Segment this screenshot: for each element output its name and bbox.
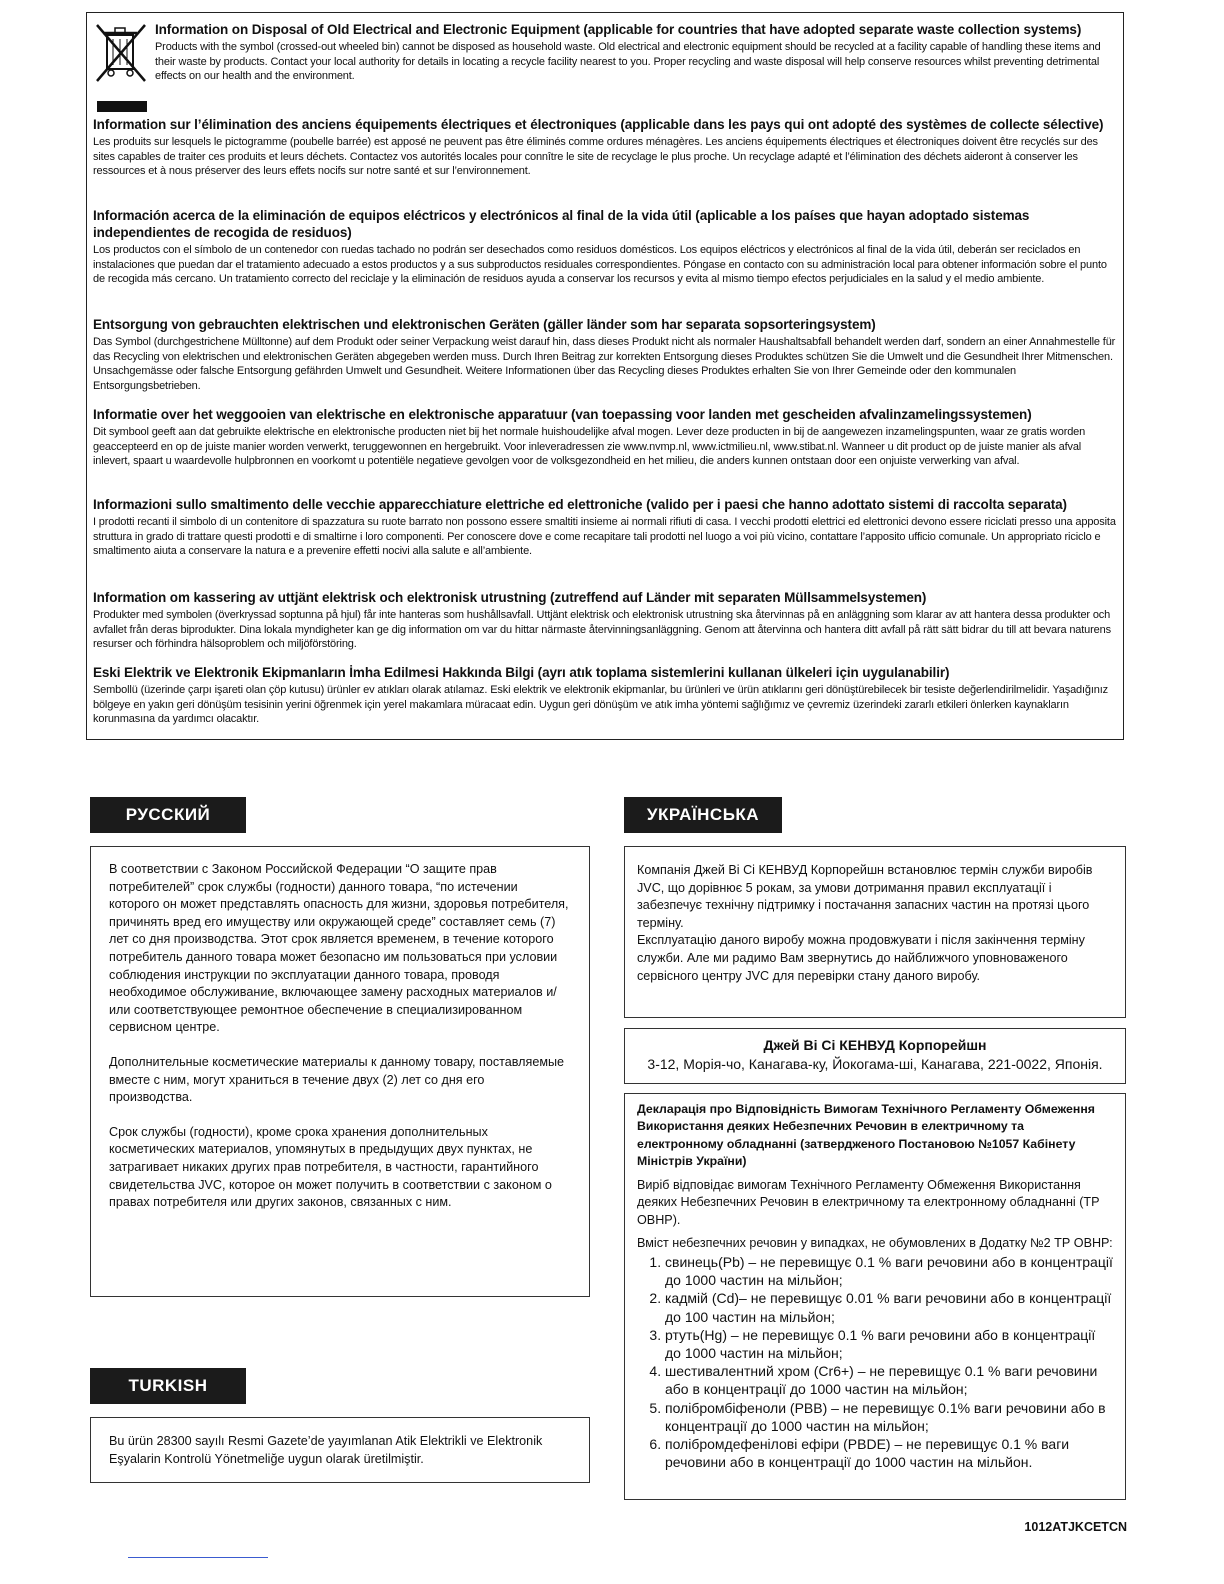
- section-body: I prodotti recanti il simbolo di un contenitore di spazzatura su ruote barrato non possono essere smaltiti insieme ai normali rifiuti di casa. I vecchi prodotti elettrici ed elettronici devono essere riciclati presso una apposita struttura in grado di trattare questi prodotti e di smaltirne i loro componenti. Per conoscere dove e come recapitare tali prodotti nel luogo a voi più vicino, contattare l’apposito ufficio comunale. Un appropriato riciclo e smaltimento aiuta a conservare la natura e a prevenire effetti nocivi alla salute e all’ambiente.: [93, 516, 1116, 558]
- list-item: 6. полібромдефенілові ефіри (PBDE) – не перевищує 0.1 % ваги речовини або в концентрації до 1000 частин на мільйон.: [665, 1435, 1113, 1471]
- company-address: 3-12, Морія-чо, Канагава-ку, Йокогама-ші, Канагава, 221-0022, Японія.: [647, 1056, 1103, 1072]
- weee-section-de: [93, 316, 1117, 393]
- weee-section-es: [93, 207, 1117, 287]
- declaration-content: Вміст небезпечних речовин у випадках, не обумовлених в Додатку №2 ТР ОВНР:: [637, 1236, 1113, 1251]
- list-item: 3. ртуть(Hg) – не перевищує 0.1 % ваги речовини або в концентрації до 1000 частин на мільйон;: [665, 1326, 1113, 1362]
- weee-section-it: [93, 496, 1117, 559]
- weee-section-sv: [93, 589, 1117, 652]
- weee-bar-mark: [97, 101, 147, 112]
- section-body: Les produits sur lesquels le pictogramme (poubelle barrée) est apposé ne peuvent pas être éliminés comme ordures ménagères. Les anciens équipements électriques et électroniques doivent être recyclés sur des sites capables de traiter ces produits et leurs déchets. Contactez vos autorités locales pour connître le site de recyclage le plus proche. Un recyclage adapté et l’élimination des déchets aideront à conserver les ressources et à nous préserver des leurs effets nocifs sur notre santé et sur l’environnement.: [93, 136, 1098, 178]
- tab-turkish: TURKISH: [90, 1368, 246, 1404]
- russian-paragraph: В соответствии с Законом Российской Федерации “О защите прав потребителей” срок службы (годности) данного товара, “по истечении которого он может представлять опасность для жизни, здоровья потребителя, причинять вред его имуществу или окружающей среде” составляет семь (7) лет со дня производства. Этот срок является временем, в течение которого потребитель данного товара может безопасно им пользоваться при условии соблюдения инструкции по эксплуатации данного товара, проводя необходимое обслуживание, включающее замену расходных материалов и/или соответствующее ремонтное обеспечение в специализированном сервисном центре.: [109, 862, 569, 1035]
- ukrainian-service-panel: [624, 846, 1126, 1018]
- declaration-title: Декларація про Відповідність Вимогам Технічного Регламенту Обмеження Використання деяких Небезпечних Речовин в електричному та електронному обладнанні (затвердженого Постановою №1057 Кабінету Міністрів України): [637, 1102, 1095, 1169]
- russian-paragraph: Дополнительные косметические материалы к данному товару, поставляемые вместе с ним, могут храниться в течение двух (2) лет со дня его производства.: [109, 1054, 565, 1105]
- company-name: Джей Ві Сі КЕНВУД Корпорейшн: [763, 1037, 987, 1053]
- list-item: 4. шестивалентний хром (Cr6+) – не перевищує 0.1 % ваги речовини або в концентрації до 1000 частин на мільйон;: [665, 1362, 1113, 1398]
- weee-section-nl: [93, 406, 1117, 469]
- section-body: Products with the symbol (crossed-out wheeled bin) cannot be disposed as household waste. Old electrical and electronic equipment should be recycled at a facility capable of handling these items and their waste by products. Contact your local authority for details in locating a recycle facility nearest to you. Proper recycling and waste disposal will help conserve resources whilst preventing detrimental effects on our health and the environment.: [155, 41, 1101, 83]
- list-item: 5. полібромбіфеноли (PBB) – не перевищує 0.1% ваги речовини або в концентрації до 1000 частин на мільйон;: [665, 1399, 1113, 1435]
- tab-ukrainian: УКРАЇНСЬКА: [624, 797, 782, 833]
- company-panel: [624, 1028, 1126, 1084]
- declaration-panel: [624, 1093, 1126, 1500]
- service-paragraph: Компанія Джей Ві Сі КЕНВУД Корпорейшн встановлює термін служби виробів JVC, що дорівнює 5 рокам, за умови дотримання правил експлуатації і забезпечує технічну підтримку і постачання запасних частин на протязі цього терміну.: [637, 863, 1093, 930]
- substances-list: [637, 1253, 1113, 1471]
- weee-section-tr: [93, 664, 1117, 727]
- russian-panel: [90, 846, 590, 1297]
- section-title: Information on Disposal of Old Electrical and Electronic Equipment (applicable for countries that have adopted separate waste collection systems): [155, 22, 1082, 37]
- section-title: Information sur l’élimination des anciens équipements électriques et électroniques (applicable dans les pays qui ont adopté des systèmes de collecte sélective): [93, 117, 1104, 132]
- section-body: Produkter med symbolen (överkryssad soptunna på hjul) får inte hanteras som hushållsavfall. Uttjänt elektrisk och elektronisk utrustning ska återvinnas på en anläggning som klarar av att hantera dessa produkter och avfallet från deras biprodukter. Dina lokala myndigheter kan ge dig information om var du hittar närmaste återvinningsanläggning. Genom att återvinna och hantera ditt avfall på rätt sätt bidrar du till att bevara naturens resurser och förhindra hälsoproblem och miljöförstöring.: [93, 609, 1111, 651]
- section-title: Informatie over het weggooien van elektrische en elektronische apparatuur (van toepassing voor landen met gescheiden afvalinzamelingssystemen): [93, 407, 1032, 422]
- section-title: Entsorgung von gebrauchten elektrischen und elektronischen Geräten (gäller länder som har separata sopsorteringsystem): [93, 317, 876, 332]
- service-paragraph: Експлуатацію даного виробу можна продовжувати і після закінчення терміну служби. Але ми радимо Вам звернутись до найближчого уповноваженого сервісного центру JVC для перевірки стану даного виробу.: [637, 933, 1085, 983]
- section-title: Informazioni sullo smaltimento delle vecchie apparecchiature elettriche ed elettroniche (valido per i paesi che hanno adottato sistemi di raccolta separata): [93, 497, 1067, 512]
- section-body: Das Symbol (durchgestrichene Mülltonne) auf dem Produkt oder seiner Verpackung weist darauf hin, dass dieses Produkt nicht als normaler Haushaltsabfall behandelt werden darf, sondern an einer Annahmestelle für das Recycling von elektrischen und elektronischen Geräten abgegeben werden muss. Durch Ihren Beitrag zur korrekten Entsorgung dieses Produktes schützen Sie die Umwelt und die Gesundheit Ihrer Mitmenschen. Unsachgemässe oder falsche Entsorgung gefährden Umwelt und Gesundheit. Weitere Informationen über das Recycling dieses Produktes erhalten Sie von Ihrer Gemeinde oder den kommunalen Entsorgungsbetrieben.: [93, 336, 1116, 392]
- weee-section-fr: [93, 116, 1117, 179]
- turkish-text: Bu ürün 28300 sayılı Resmi Gazete’de yayımlanan Atik Elektrikli ve Elektronik Eşyalarin Kontrolü Yönetmeliğe uygun olarak üretilmiştir.: [109, 1434, 543, 1466]
- weee-info-box: [86, 12, 1124, 740]
- document-code: 1012ATJKCETCN: [1024, 1520, 1127, 1534]
- russian-paragraph: Срок службы (годности), кроме срока хранения дополнительных косметических материалов, упомянутых в предыдущих двух пунктах, не затрагивает никаких других прав потребителя, в частности, гарантийного свидетельства JVC, которое он может получить в соответствии с законом о правах потребителя или других законов, связанных с ним.: [109, 1124, 552, 1210]
- list-item: 2. кадмій (Cd)– не перевищує 0.01 % ваги речовини або в концентрації до 100 частин на мільйон;: [665, 1289, 1113, 1325]
- weee-section-en: [93, 21, 1117, 84]
- tab-russian: РУССКИЙ: [90, 797, 246, 833]
- section-title: Eski Elektrik ve Elektronik Ekipmanların İmha Edilmesi Hakkında Bilgi (ayrı atık toplama sistemlerini kullanan ülkeleri için uygulanabilir): [93, 665, 950, 680]
- declaration-body: Виріб відповідає вимогам Технічного Регламенту Обмеження Використання деяких Небезпечних Речовин в електричному та електронному обладнанні (ТР ОВНР).: [637, 1177, 1100, 1227]
- section-body: Sembollü (üzerinde çarpı işareti olan çöp kutusu) ürünler ev atıkları olarak atılamaz. Eski elektrik ve elektronik ekipmanlar, bu ürünleri ve ürün atıklarını geri dönüştürebilecek bir tesiste değerlendirilmelidir. Yaşadığınız bölgeye en yakın geri dönüşüm tesisinin yerini öğrenmek için yerel makamlara müracaat edin. Uygun geri dönüşüm ve atık imha yöntemi sağlığımız ve çevremiz üzerindeki zararlı etkileri önlerken kaynakların korunmasına da yardımcı olacaktır.: [93, 684, 1109, 726]
- section-body: Dit symbool geeft aan dat gebruikte elektrische en elektronische producten niet bij het normale huishoudelijke afval mogen. Lever deze producten in bij de aangewezen inzamelingspunten, waar ze gratis worden geaccepteerd en op de juiste manier worden verwerkt, teruggewonnen en hergebruikt. Voor inleveradressen zie www.nvmp.nl, www.ictmilieu.nl, www.stibat.nl. Wanneer u dit product op de juiste manier als afval inlevert, spaart u waardevolle hulpbronnen en voorkomt u potentiële negatieve gevolgen voor de volksgezondheid en het milieu, die anders kunnen ontstaan door een onjuiste verwerking van afval.: [93, 426, 1086, 468]
- section-title: Información acerca de la eliminación de equipos eléctricos y electrónicos al final de la vida útil (aplicable a los países que hayan adoptado sistemas independientes de recogida de residuos): [93, 208, 1030, 240]
- section-title: Information om kassering av uttjänt elektrisk och elektronisk utrustning (zutreffend auf Länder mit separaten Müllsammelsystemen): [93, 590, 927, 605]
- section-body: Los productos con el símbolo de un contenedor con ruedas tachado no podrán ser desechados como residuos domésticos. Los equipos eléctricos y electrónicos al final de la vida útil, deberán ser reciclados en instalaciones que puedan dar el tratamiento adecuado a estos productos y a sus subproductos residuales correspondientes. Póngase en contacto con su administración local para obtener información sobre el punto de recogida más cercano. Un tratamiento correcto del reciclaje y la eliminación de residuos ayuda a conservar los recursos y evita al mismo tiempo efectos perjudiciales en la salud y el medio ambiente.: [93, 244, 1107, 286]
- scan-artifact-line: [128, 1557, 268, 1558]
- list-item: 1. свинець(Pb) – не перевищує 0.1 % ваги речовини або в концентрації до 1000 частин на мільйон;: [665, 1253, 1113, 1289]
- turkish-panel: [90, 1417, 590, 1483]
